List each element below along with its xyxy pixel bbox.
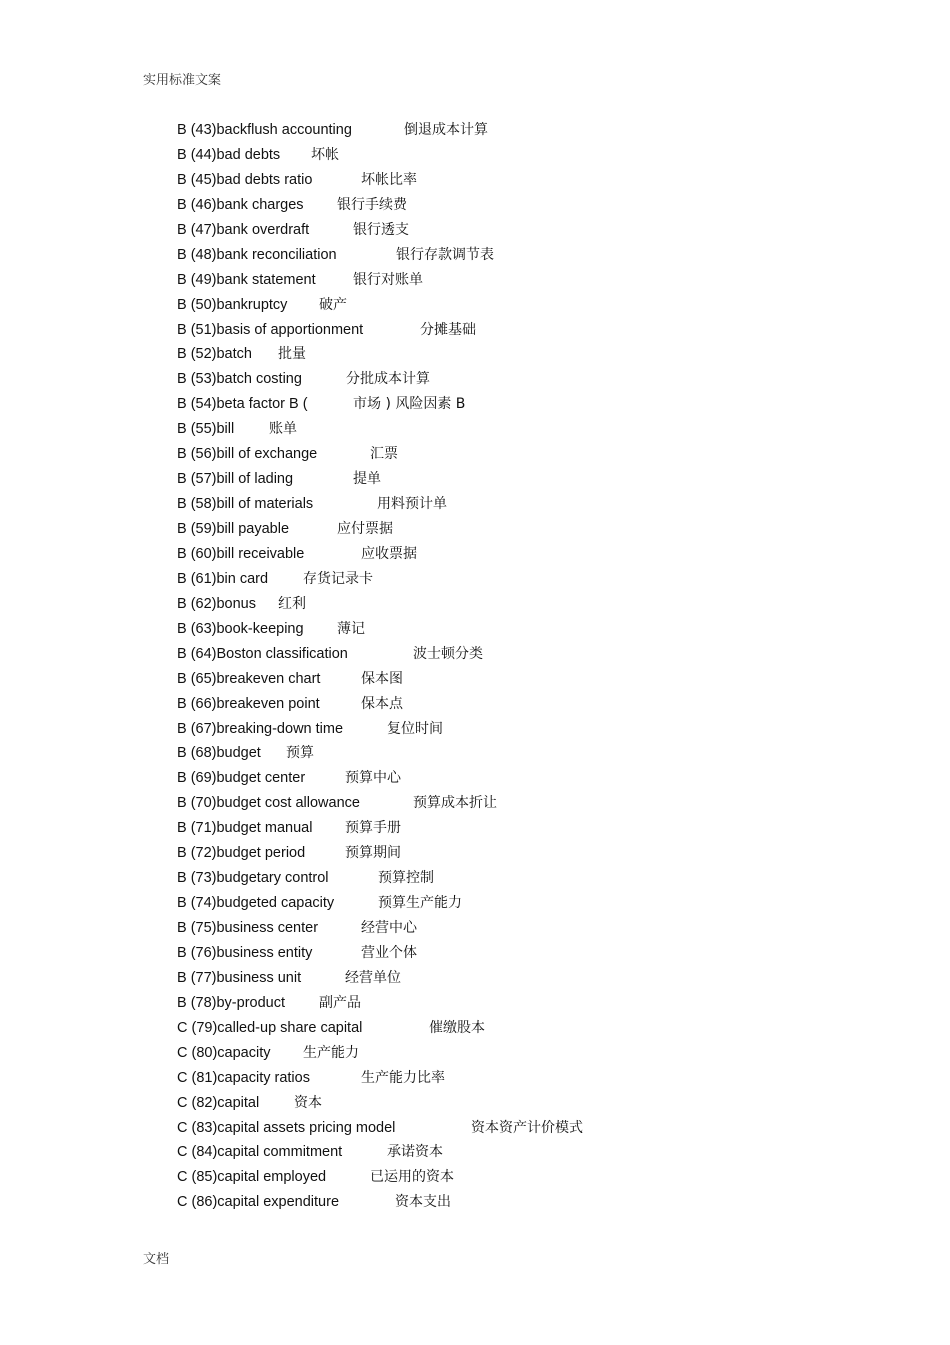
term-english: B (65)breakeven chart bbox=[177, 670, 321, 687]
glossary-entry bbox=[177, 442, 877, 467]
term-english: B (71)budget manual bbox=[177, 820, 313, 837]
glossary-entry bbox=[177, 1091, 877, 1116]
term-chinese: 波士顿分类 bbox=[413, 645, 483, 662]
term-chinese: 用料预计单 bbox=[377, 496, 447, 513]
term-english: C (82)capital bbox=[177, 1094, 260, 1111]
glossary-entry bbox=[177, 816, 877, 841]
term-chinese: 应收票据 bbox=[361, 545, 417, 562]
term-english: C (80)capacity bbox=[177, 1044, 271, 1061]
term-chinese: 催缴股本 bbox=[429, 1019, 485, 1036]
term-english: B (52)batch bbox=[177, 346, 252, 363]
glossary-entry bbox=[177, 218, 877, 243]
term-chinese: 银行对账单 bbox=[353, 271, 423, 288]
term-chinese: 预算成本折让 bbox=[413, 795, 497, 812]
page-footer: 文档 bbox=[143, 1252, 170, 1267]
term-chinese: 生产能力比率 bbox=[361, 1069, 445, 1086]
page-header: 实用标准文案 bbox=[143, 73, 222, 88]
term-english: C (86)capital expenditure bbox=[177, 1194, 340, 1211]
term-chinese: 银行透支 bbox=[353, 221, 409, 238]
glossary-entry bbox=[177, 118, 877, 143]
term-chinese: 提单 bbox=[353, 471, 381, 488]
term-english: B (43)backflush accounting bbox=[177, 122, 352, 138]
term-english: C (85)capital employed bbox=[177, 1169, 327, 1186]
term-english: B (66)breakeven point bbox=[177, 695, 320, 712]
term-chinese: 分批成本计算 bbox=[346, 371, 430, 388]
glossary-entry bbox=[177, 243, 877, 268]
term-english: B (53)batch costing bbox=[177, 371, 302, 388]
glossary-entry bbox=[177, 168, 877, 193]
term-english: B (48)bank reconciliation bbox=[177, 246, 337, 263]
term-english: B (46)bank charges bbox=[177, 196, 304, 213]
term-chinese: 账单 bbox=[269, 421, 297, 438]
glossary-entry bbox=[177, 417, 877, 442]
term-chinese: 资本资产计价模式 bbox=[471, 1119, 583, 1136]
term-english: B (67)breaking-down time bbox=[177, 720, 344, 737]
term-english: B (47)bank overdraft bbox=[177, 221, 310, 238]
term-chinese: 预算生产能力 bbox=[378, 895, 462, 912]
term-english: B (70)budget cost allowance bbox=[177, 795, 360, 812]
glossary-entry bbox=[177, 1165, 877, 1190]
glossary-entry bbox=[177, 1016, 877, 1041]
term-english: B (55)bill bbox=[177, 421, 235, 438]
glossary-entry bbox=[177, 567, 877, 592]
glossary-entry bbox=[177, 866, 877, 891]
glossary-entry bbox=[177, 667, 877, 692]
term-chinese: 资本支出 bbox=[395, 1194, 451, 1211]
term-chinese: 预算中心 bbox=[345, 770, 401, 787]
term-english: B (77)business unit bbox=[177, 969, 302, 986]
term-chinese: 预算期间 bbox=[345, 845, 401, 862]
term-chinese: 副产品 bbox=[319, 994, 361, 1011]
term-english: C (79)called-up share capital bbox=[177, 1019, 363, 1036]
glossary-entry bbox=[177, 1116, 877, 1141]
term-chinese: 应付票据 bbox=[337, 521, 393, 537]
term-chinese: 破产 bbox=[319, 296, 347, 313]
term-chinese: 坏帐比率 bbox=[361, 171, 417, 188]
term-english: B (72)budget period bbox=[177, 845, 306, 862]
term-chinese: 保本点 bbox=[361, 695, 403, 712]
term-chinese: 营业个体 bbox=[361, 944, 417, 961]
term-chinese: 市场 ) 风险因素 B bbox=[353, 396, 466, 413]
glossary-entry bbox=[177, 1190, 877, 1215]
glossary-entry bbox=[177, 791, 877, 816]
term-chinese: 预算手册 bbox=[345, 820, 401, 837]
term-english: B (51)basis of apportionment bbox=[177, 321, 364, 338]
glossary-entry bbox=[177, 692, 877, 717]
term-english: B (57)bill of lading bbox=[177, 471, 294, 488]
term-english: B (54)beta factor B ( bbox=[177, 396, 308, 413]
term-english: B (59)bill payable bbox=[177, 521, 290, 537]
term-chinese: 汇票 bbox=[370, 446, 398, 463]
term-english: B (61)bin card bbox=[177, 570, 269, 587]
term-chinese: 坏帐 bbox=[311, 146, 339, 163]
term-english: B (44)bad debts bbox=[177, 146, 281, 163]
glossary-entry bbox=[177, 741, 877, 766]
glossary-entry bbox=[177, 143, 877, 168]
glossary-entry bbox=[177, 318, 877, 343]
glossary-entry bbox=[177, 268, 877, 293]
term-english: B (76)business entity bbox=[177, 944, 313, 961]
glossary-entry bbox=[177, 1041, 877, 1066]
glossary-entry bbox=[177, 617, 877, 642]
term-chinese: 存货记录卡 bbox=[303, 570, 373, 587]
glossary-entry bbox=[177, 941, 877, 966]
term-english: B (64)Boston classification bbox=[177, 645, 348, 662]
term-chinese: 经营中心 bbox=[361, 920, 417, 936]
glossary-list bbox=[177, 118, 877, 1215]
term-chinese: 已运用的资本 bbox=[370, 1169, 454, 1186]
glossary-entry bbox=[177, 891, 877, 916]
glossary-entry bbox=[177, 717, 877, 742]
glossary-entry bbox=[177, 193, 877, 218]
glossary-entry bbox=[177, 517, 877, 542]
term-english: B (45)bad debts ratio bbox=[177, 171, 313, 188]
term-english: B (73)budgetary control bbox=[177, 870, 329, 887]
term-english: C (83)capital assets pricing model bbox=[177, 1119, 396, 1136]
term-english: B (60)bill receivable bbox=[177, 545, 305, 562]
term-chinese: 倒退成本计算 bbox=[404, 122, 488, 138]
term-english: B (74)budgeted capacity bbox=[177, 895, 335, 912]
term-english: B (69)budget center bbox=[177, 770, 306, 787]
term-chinese: 分摊基础 bbox=[420, 321, 476, 338]
glossary-entry bbox=[177, 841, 877, 866]
glossary-entry bbox=[177, 293, 877, 318]
term-chinese: 保本图 bbox=[361, 670, 403, 687]
term-chinese: 预算控制 bbox=[378, 870, 434, 887]
term-english: B (68)budget bbox=[177, 745, 261, 762]
term-english: B (78)by-product bbox=[177, 994, 285, 1011]
term-english: C (84)capital commitment bbox=[177, 1144, 343, 1161]
term-chinese: 银行存款调节表 bbox=[396, 246, 494, 263]
term-english: B (58)bill of materials bbox=[177, 496, 314, 513]
glossary-entry bbox=[177, 1140, 877, 1165]
term-chinese: 预算 bbox=[286, 745, 314, 762]
term-english: B (63)book-keeping bbox=[177, 620, 304, 637]
glossary-entry bbox=[177, 766, 877, 791]
glossary-entry bbox=[177, 467, 877, 492]
term-chinese: 银行手续费 bbox=[337, 196, 407, 213]
term-chinese: 资本 bbox=[294, 1094, 322, 1111]
term-chinese: 经营单位 bbox=[345, 969, 401, 986]
term-chinese: 承诺资本 bbox=[387, 1144, 443, 1161]
term-english: B (50)bankruptcy bbox=[177, 296, 288, 313]
term-english: B (56)bill of exchange bbox=[177, 446, 318, 463]
glossary-entry bbox=[177, 592, 877, 617]
glossary-entry bbox=[177, 991, 877, 1016]
term-chinese: 批量 bbox=[278, 346, 306, 363]
glossary-entry bbox=[177, 966, 877, 991]
term-english: B (75)business center bbox=[177, 920, 319, 936]
term-english: B (49)bank statement bbox=[177, 271, 316, 288]
term-english: C (81)capacity ratios bbox=[177, 1069, 310, 1086]
glossary-entry bbox=[177, 916, 877, 941]
glossary-entry bbox=[177, 642, 877, 667]
glossary-entry bbox=[177, 542, 877, 567]
glossary-entry bbox=[177, 367, 877, 392]
glossary-entry bbox=[177, 1066, 877, 1091]
term-chinese: 薄记 bbox=[337, 620, 365, 637]
term-chinese: 复位时间 bbox=[387, 720, 443, 737]
term-chinese: 红利 bbox=[278, 595, 306, 612]
term-chinese: 生产能力 bbox=[303, 1044, 359, 1061]
glossary-entry bbox=[177, 392, 877, 417]
glossary-entry bbox=[177, 492, 877, 517]
term-english: B (62)bonus bbox=[177, 595, 256, 612]
glossary-entry bbox=[177, 342, 877, 367]
